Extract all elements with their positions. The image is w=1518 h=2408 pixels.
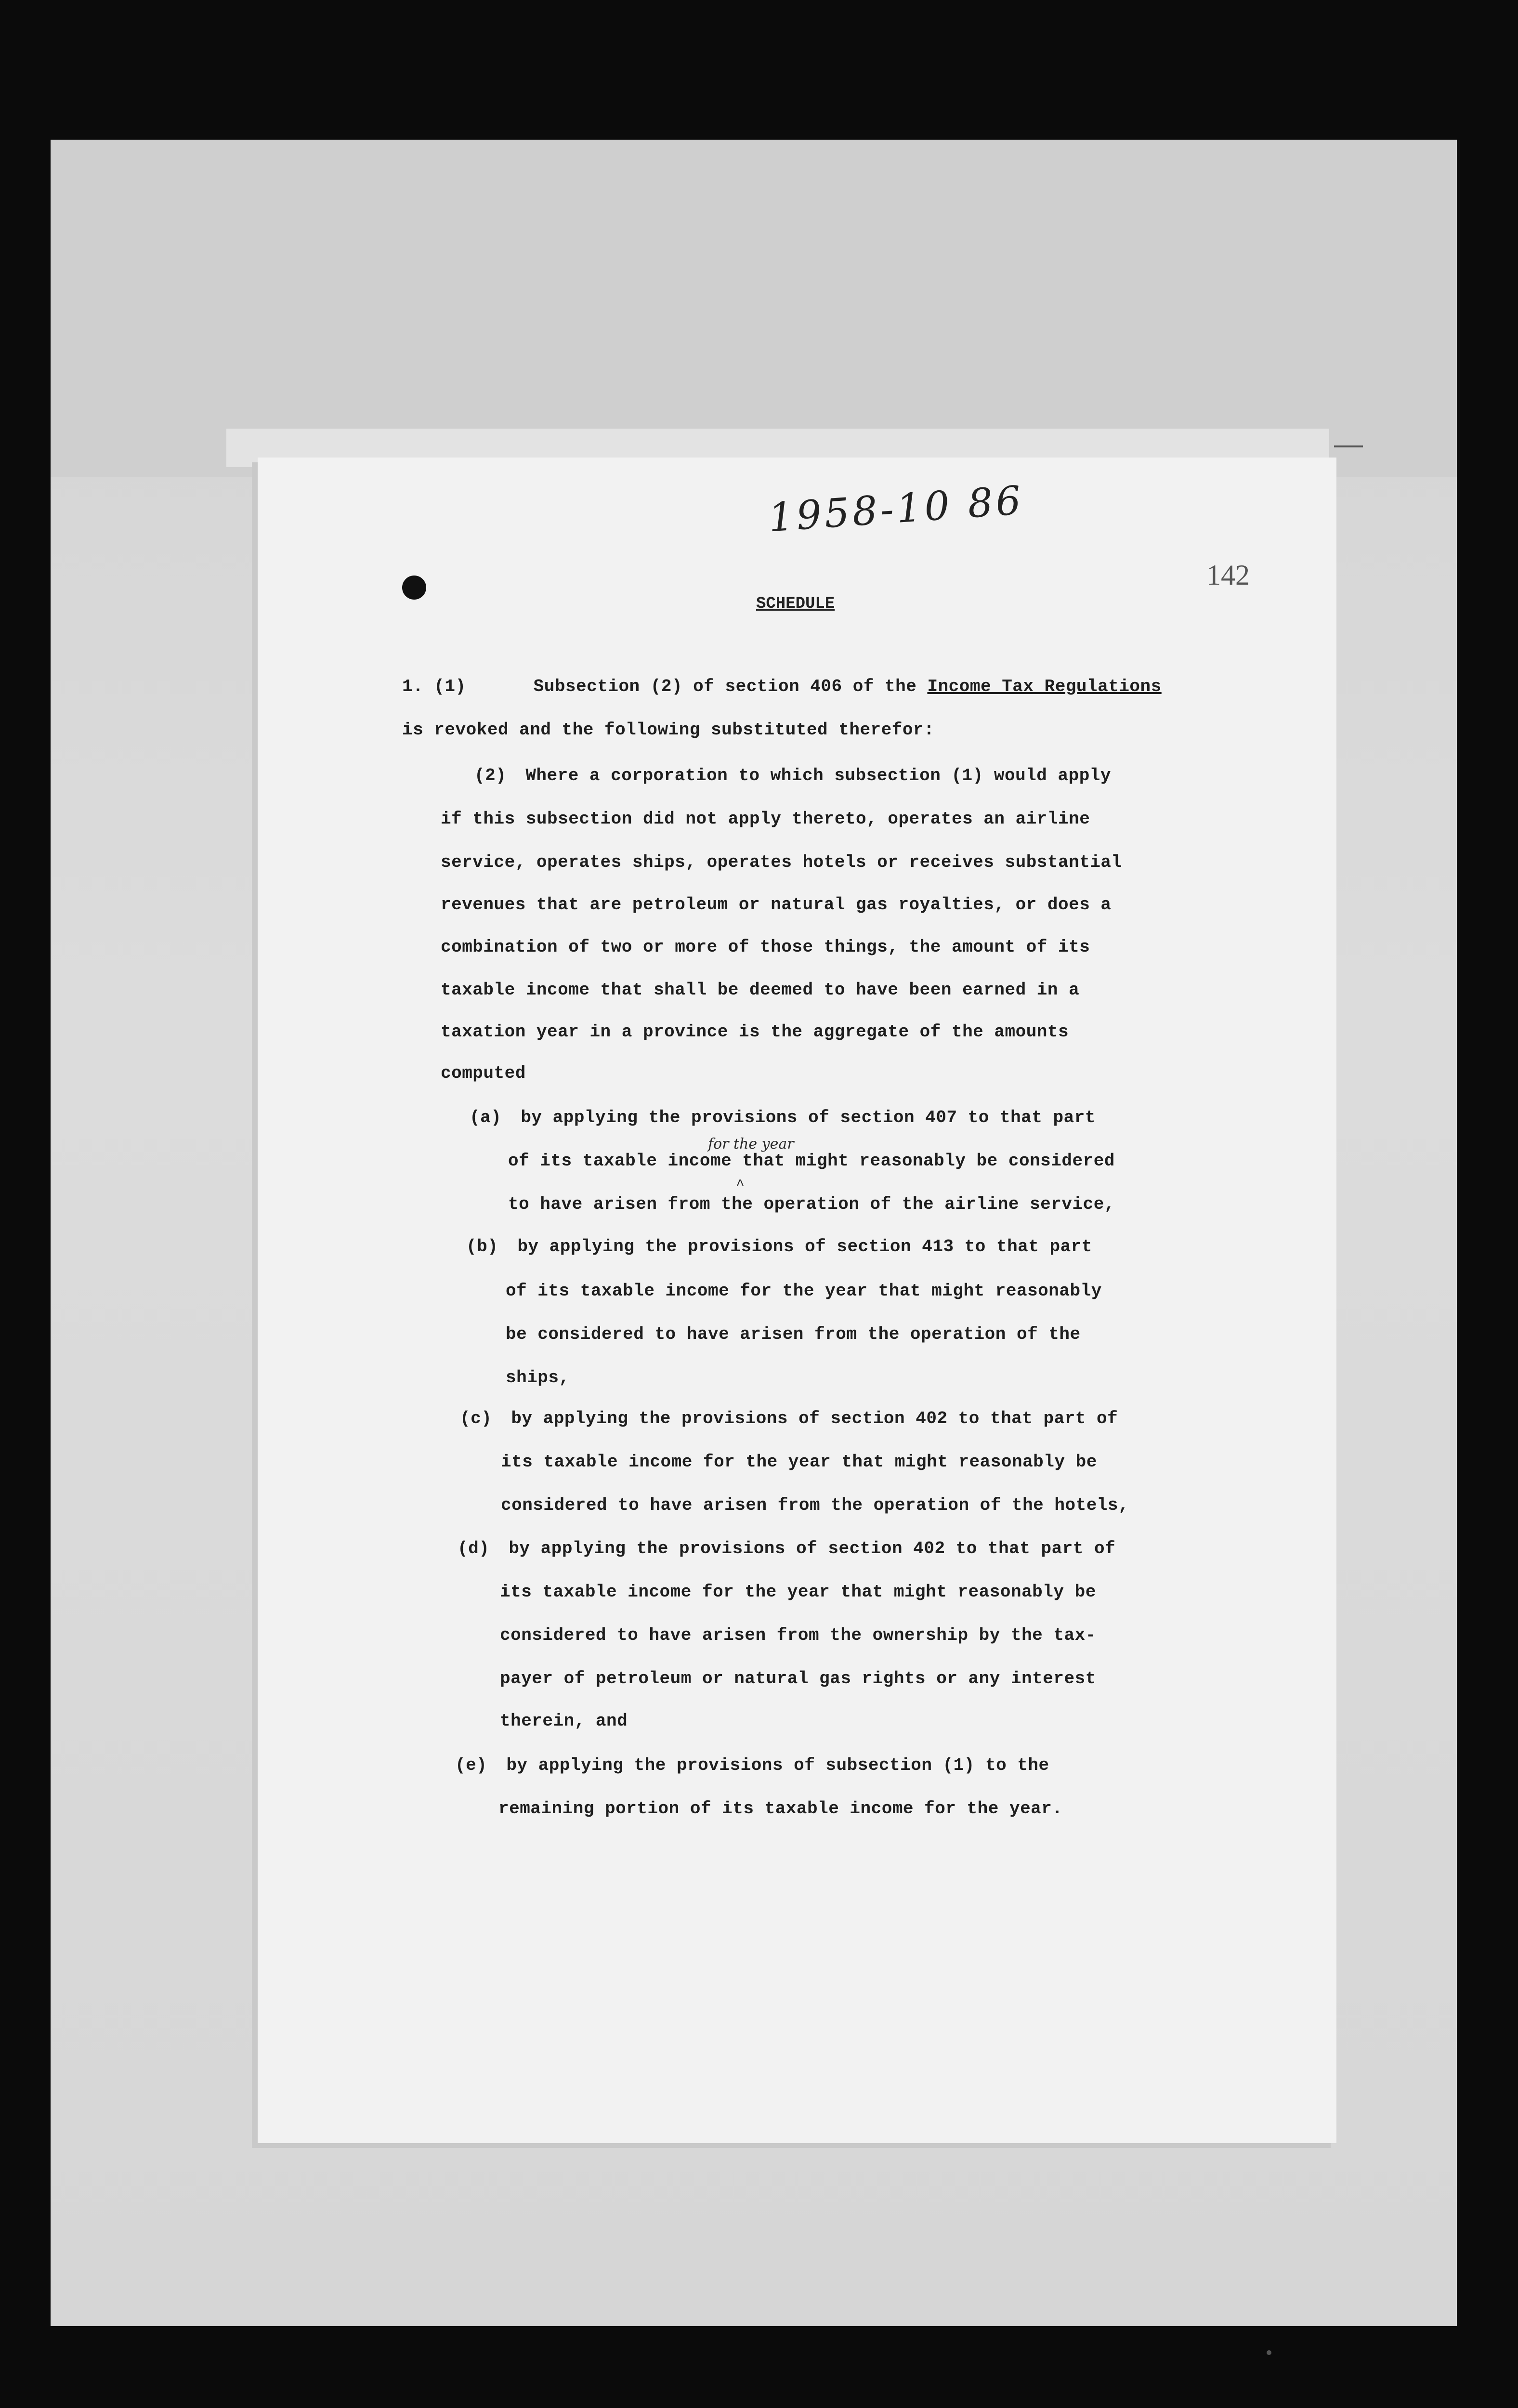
back-sheet-band (51, 140, 1457, 477)
page-number: 142 (1206, 559, 1250, 591)
subsection-line: computed (441, 1063, 526, 1083)
section-intro-text: Subsection (2) of section 406 of the (533, 677, 928, 696)
paragraph-line: considered to have arisen from the operation of the hotels, (501, 1495, 1129, 1515)
paragraph-line: ships, (506, 1368, 570, 1387)
subsection-line: revenues that are petroleum or natural gas royalties, or does a (441, 895, 1112, 915)
punch-hole (402, 576, 426, 600)
document-title: SCHEDULE (756, 595, 835, 613)
subsection-line: taxation year in a province is the aggregate of the amounts (441, 1022, 1069, 1042)
section-number: 1. (1) (402, 677, 466, 696)
subsection-line: combination of two or more of those things, the amount of its (441, 937, 1090, 957)
paragraph-line: to have arisen from the operation of the airline service, (508, 1194, 1115, 1214)
subsection-text: Where a corporation to which subsection (1) would apply (525, 766, 1112, 785)
subsection-line (474, 766, 1111, 785)
section-heading-line (402, 677, 1162, 696)
handwritten-number: 1958-10 86 (767, 477, 1025, 541)
paragraph-line: of its taxable income that might reasonably be considered (508, 1151, 1115, 1171)
subsection-marker: (2) (474, 766, 507, 785)
edge-mark (1334, 445, 1363, 447)
paragraph-line: of its taxable income for the year that might reasonably (506, 1281, 1102, 1301)
regulations-title: Income Tax Regulations (927, 677, 1162, 696)
subsection-line: taxable income that shall be deemed to have been earned in a (441, 980, 1080, 1000)
paragraph-line: (b) by applying the provisions of section 413 to that part (466, 1237, 1092, 1256)
edge-dot (1267, 2350, 1271, 2355)
paragraph-line: be considered to have arisen from the operation of the (506, 1324, 1081, 1344)
paragraph-marker: (a) (470, 1108, 502, 1127)
paragraph-marker: (e) (455, 1755, 487, 1775)
paragraph-line: (a) by applying the provisions of section 407 to that part (470, 1108, 1096, 1127)
subsection-line: if this subsection did not apply thereto, operates an airline (441, 809, 1090, 829)
insert-caret-icon: ^ (736, 1178, 745, 1194)
paragraph-marker: (d) (458, 1539, 490, 1558)
paragraph-line: payer of petroleum or natural gas rights or any interest (500, 1669, 1096, 1688)
paragraph-line: therein, and (500, 1711, 628, 1731)
paragraph-line: considered to have arisen from the ownership by the tax- (500, 1625, 1096, 1645)
handwritten-insert: for the year (708, 1136, 794, 1152)
paragraph-line: (e) by applying the provisions of subsection (1) to the (455, 1755, 1049, 1775)
section-intro-line: is revoked and the following substituted therefor: (402, 720, 935, 740)
paragraph-line: its taxable income for the year that might reasonably be (501, 1452, 1097, 1472)
paragraph-line: its taxable income for the year that might reasonably be (500, 1582, 1096, 1602)
paragraph-line: remaining portion of its taxable income for the year. (498, 1799, 1063, 1819)
paragraph-marker: (b) (466, 1237, 498, 1256)
subsection-line: service, operates ships, operates hotels or receives substantial (441, 852, 1122, 872)
paragraph-line: (d) by applying the provisions of section 402 to that part of (458, 1539, 1116, 1558)
paragraph-marker: (c) (460, 1409, 492, 1428)
paragraph-line: (c) by applying the provisions of section 402 to that part of (460, 1409, 1118, 1428)
